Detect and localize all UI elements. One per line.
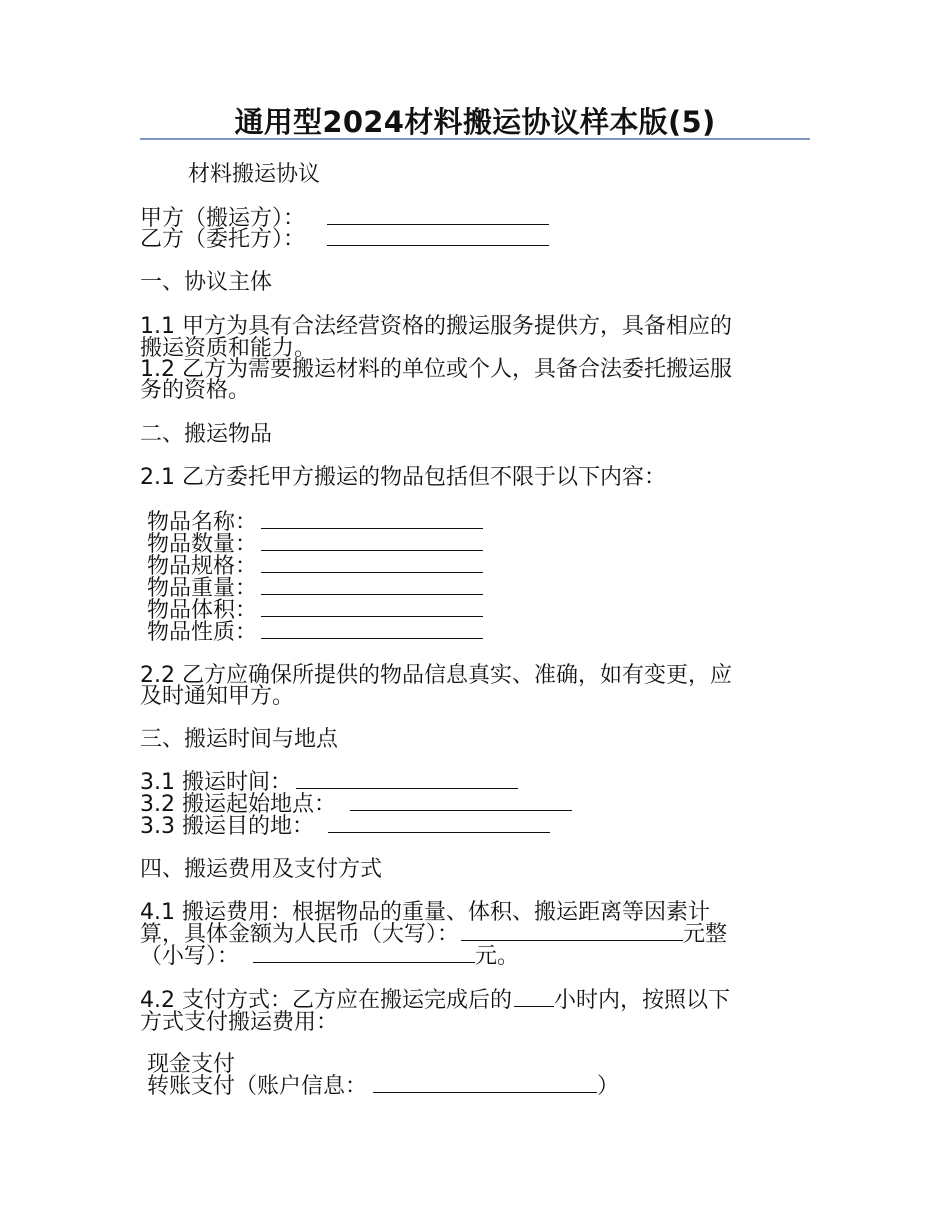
clause-1-1-line2: 搬运资质和能力。 <box>140 336 317 361</box>
party-b-line <box>140 227 549 253</box>
clause-4-1-line1: 4.1 搬运费用：根据物品的重量、体积、搬运距离等因素计 <box>140 900 710 925</box>
section-4-heading: 四、搬运费用及支付方式 <box>140 857 383 882</box>
item-name-label: 物品名称： <box>147 510 258 535</box>
amount-figure-blank <box>253 944 475 963</box>
title-underline <box>140 138 810 140</box>
item-volume-blank <box>261 598 483 617</box>
item-nature-line <box>147 620 483 646</box>
document-subtitle: 材料搬运协议 <box>188 162 321 187</box>
account-info-blank <box>373 1074 597 1093</box>
clause-4-2-line2: 方式支付搬运费用： <box>140 1010 339 1035</box>
item-nature-blank <box>261 620 483 639</box>
clause-1-2-line1: 1.2 乙方为需要搬运材料的单位或个人，具备合法委托搬运服 <box>140 357 732 382</box>
payment-hours-blank <box>514 988 554 1007</box>
item-volume-label: 物品体积： <box>147 598 258 623</box>
clause-3-3-blank <box>328 814 550 833</box>
amount-figure-label: （小写）： <box>140 944 240 969</box>
clause-3-2-blank <box>350 792 572 811</box>
clause-3-3-line <box>140 814 550 840</box>
item-weight-label: 物品重量： <box>147 576 258 601</box>
account-info-label: （账户信息： <box>235 1074 368 1099</box>
amount-capital-suffix: 元整 <box>683 922 728 947</box>
item-nature-label: 物品性质： <box>147 620 258 645</box>
item-spec-blank <box>261 554 483 573</box>
item-quantity-label: 物品数量： <box>147 532 258 557</box>
party-a-label: 甲方（搬运方）： <box>140 206 306 231</box>
payment-option-transfer: 转账支付 <box>147 1074 236 1099</box>
document-title: 通用型2024材料搬运协议样本版(5) <box>234 105 716 139</box>
section-2-heading: 二、搬运物品 <box>140 422 273 447</box>
clause-4-1-line3 <box>140 944 519 970</box>
section-1-heading: 一、协议主体 <box>140 270 273 295</box>
clause-3-2-label: 3.2 搬运起始地点： <box>140 792 336 817</box>
party-a-blank <box>327 206 549 225</box>
clause-3-1-label: 3.1 搬运时间： <box>140 770 292 795</box>
amount-capital-label: 算，具体金额为人民币（大写）： <box>140 922 460 947</box>
payment-option-transfer-line <box>147 1074 619 1100</box>
clause-3-1-blank <box>296 770 518 789</box>
clause-2-2-line2: 及时通知甲方。 <box>140 684 295 709</box>
party-b-blank <box>327 227 549 246</box>
clause-2-1: 2.1 乙方委托甲方搬运的物品包括但不限于以下内容： <box>140 465 666 490</box>
item-weight-blank <box>261 576 483 595</box>
amount-capital-blank <box>461 922 683 941</box>
clause-3-3-label: 3.3 搬运目的地： <box>140 814 314 839</box>
payment-deadline-label: 4.2 支付方式：乙方应在搬运完成后的 <box>140 988 512 1013</box>
clause-1-2-line2: 务的资格。 <box>140 378 251 403</box>
clause-1-1-line1: 1.1 甲方为具有合法经营资格的搬运服务提供方，具备相应的 <box>140 314 732 339</box>
item-spec-label: 物品规格： <box>147 554 258 579</box>
item-name-blank <box>261 510 483 529</box>
amount-figure-suffix: 元。 <box>475 944 520 969</box>
item-quantity-blank <box>261 532 483 551</box>
payment-option-cash: 现金支付 <box>147 1052 236 1077</box>
account-info-close: ） <box>597 1074 620 1099</box>
payment-deadline-suffix: 小时内，按照以下 <box>553 988 730 1013</box>
section-3-heading: 三、搬运时间与地点 <box>140 727 339 752</box>
party-b-label: 乙方（委托方）： <box>140 227 306 252</box>
clause-2-2-line1: 2.2 乙方应确保所提供的物品信息真实、准确，如有变更，应 <box>140 663 732 688</box>
